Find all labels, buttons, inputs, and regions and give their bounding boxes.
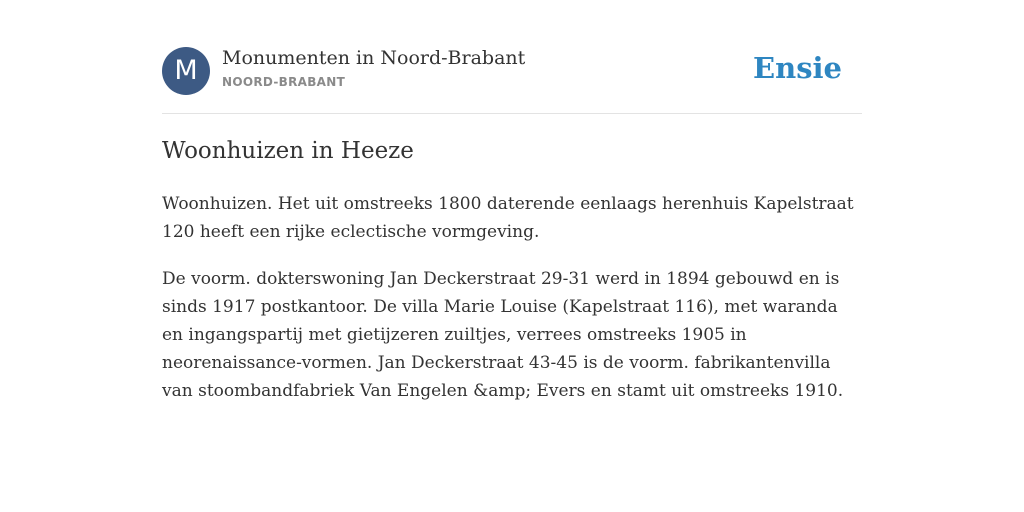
article-paragraph: Woonhuizen. Het uit omstreeks 1800 daterende eenlaags herenhuis Kapelstraat 120 heeft een rijke eclectische vormgeving. [162, 194, 854, 242]
source-category[interactable]: NOORD-BRABANT [222, 75, 346, 89]
brand-logo[interactable]: Ensie [753, 51, 842, 85]
header [162, 47, 862, 95]
article-title: Woonhuizen in Heeze [162, 138, 414, 164]
article-paragraph: De voorm. dokterswoning Jan Deckerstraat 29-31 werd in 1894 gebouwd en is sinds 1917 postkantoor. De villa Marie Louise (Kapelstraat 116), met waranda en ingangspartij met gietijzeren zuiltjes, verrees omstreeks 1905 in neorenaissance-vormen. Jan Deckerstraat 43-45 is de voorm. fabrikantenvilla van stoombandfabriek Van Engelen &amp; Evers en stamt uit omstreeks 1910. [162, 269, 844, 401]
header-divider [162, 113, 862, 114]
source-title-link[interactable]: Monumenten in Noord-Brabant [222, 47, 526, 69]
avatar[interactable]: M [162, 47, 210, 95]
article-body [162, 190, 862, 424]
